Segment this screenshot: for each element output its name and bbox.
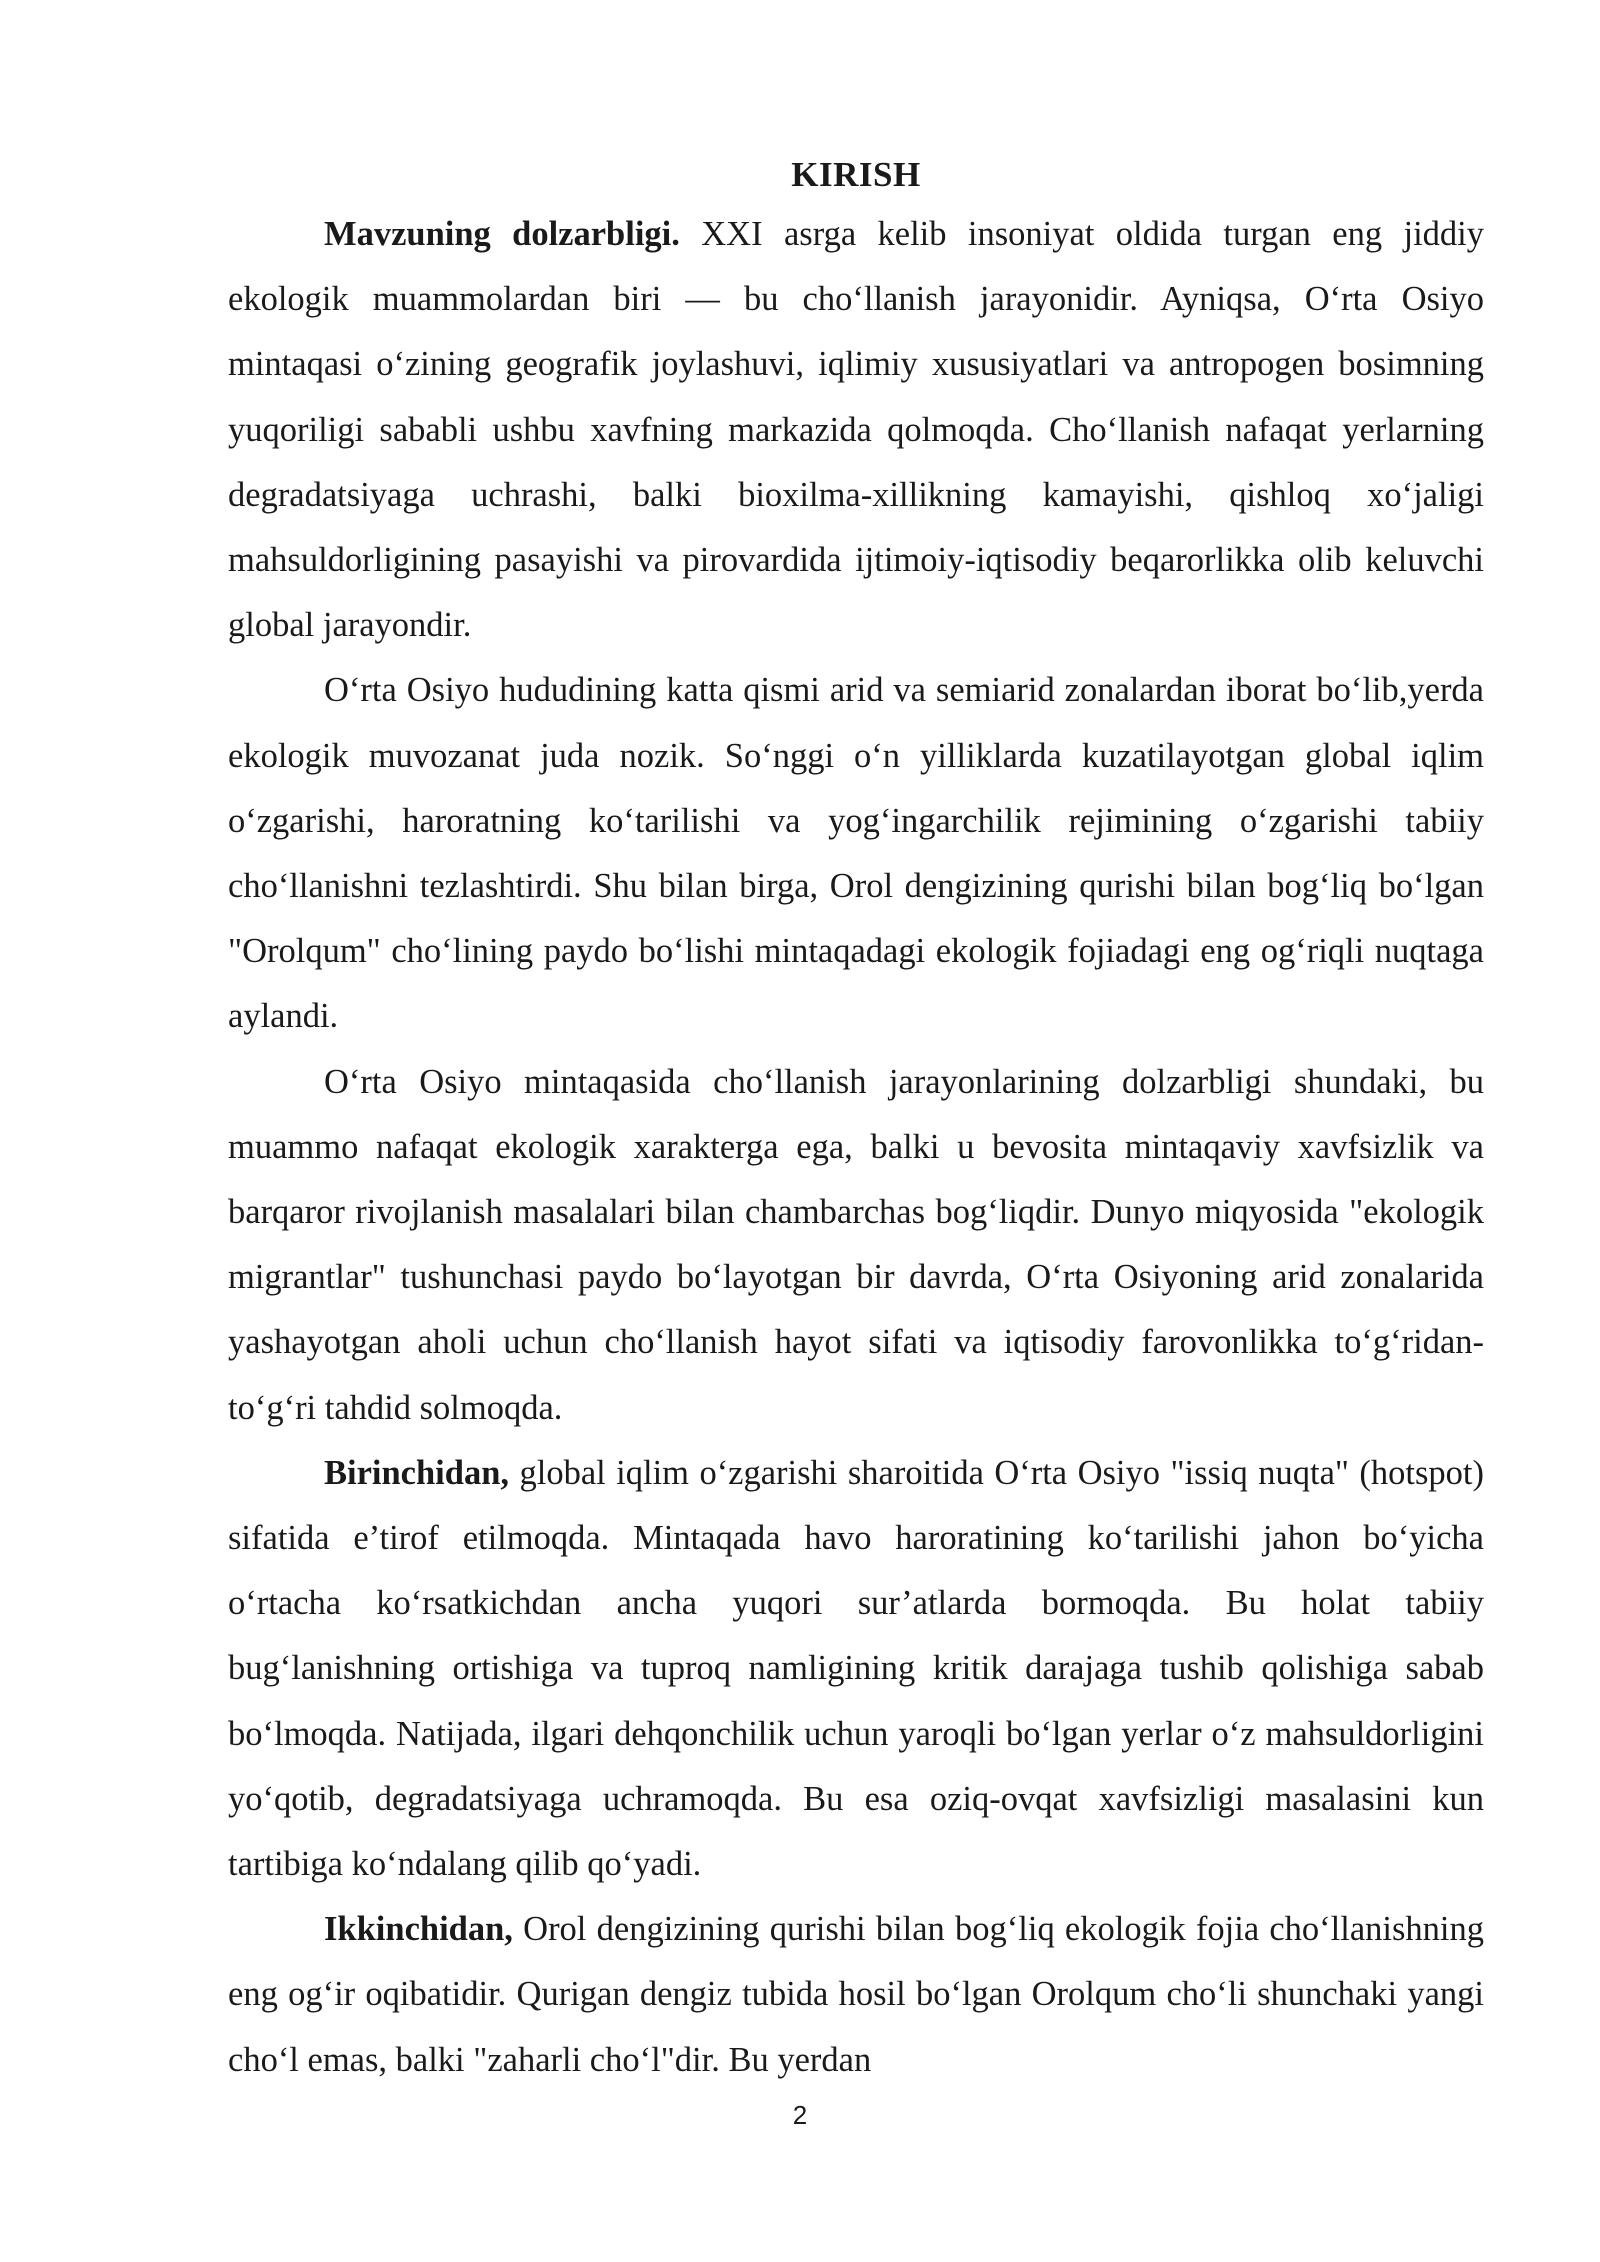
paragraph-relevance bbox=[228, 202, 1484, 658]
document-page bbox=[228, 148, 1484, 2093]
paragraph-text: XXI asrga kelib insoniyat oldida turgan eng jiddiy ekologik muammolardan biri — bu cho‘llanish jarayonidir. Ayniqsa, O‘rta Osiyo mintaqasi o‘zining geografik joylashuvi, iqlimiy xususiyatlari va antropogen bosimning yuqoriligi sababli ushbu xavfning markazida qolmoqda. Cho‘llanish nafaqat yerlarning degradatsiyaga uchrashi, balki bioxilma-xillikning kamayishi, qishloq xo‘jaligi mahsuldorligining pasayishi va pirovardida ijtimoiy-iqtisodiy beqarorlikka olib keluvchi global jarayondir. bbox=[228, 215, 1484, 645]
paragraph-text: O‘rta Osiyo hududining katta qismi arid va semiarid zonalardan iborat bo‘lib,yerda ekologik muvozanat juda nozik. So‘nggi o‘n yilliklarda kuzatilayotgan global iqlim o‘zgarishi, haroratning ko‘tarilishi va yog‘ingarchilik rejimining o‘zgarishi tabiiy cho‘llanishni tezlashtirdi. Shu bilan birga, Orol dengizining qurishi bilan bog‘liq bo‘lgan "Orolqum" cho‘lining paydo bo‘lishi mintaqadagi ekologik fojiadagi eng og‘riqli nuqtaga aylandi. bbox=[228, 671, 1484, 1036]
paragraph-text: Orol dengizining qurishi bilan bog‘liq ekologik fojia cho‘llanishning eng og‘ir oqibatidir. Qurigan dengiz tubida hosil bo‘lgan Orolqum cho‘li shunchaki yangi cho‘l emas, balki "zaharli cho‘l"dir. Bu yerdan bbox=[228, 1910, 1484, 2079]
paragraph-text: global iqlim o‘zgarishi sharoitida O‘rta Osiyo "issiq nuqta" (hotspot) sifatida e’tirof etilmoqda. Mintaqada havo haroratining ko‘tarilishi jahon bo‘yicha o‘rtacha ko‘rsatkichdan ancha yuqori sur’atlarda bormoqda. Bu holat tabiiy bug‘lanishning ortishiga va tuproq namligining kritik darajaga tushib qolishiga sabab bo‘lmoqda. Natijada, ilgari dehqonchilik uchun yaroqli bo‘lgan yerlar o‘z mahsuldorligini yo‘qotib, degradatsiyaga uchramoqda. Bu esa oziq-ovqat xavfsizligi masalasini kun tartibiga ko‘ndalang qilib qo‘yadi. bbox=[228, 1453, 1484, 1884]
page-number: 2 bbox=[792, 2100, 808, 2130]
paragraph-lead: Mavzuning dolzarbligi. bbox=[324, 215, 680, 253]
paragraph-secondly bbox=[228, 1897, 1484, 2093]
paragraph-lead: Birinchidan, bbox=[324, 1453, 510, 1492]
paragraph-firstly bbox=[228, 1441, 1484, 1897]
section-title: KIRISH bbox=[791, 155, 921, 194]
paragraph-regional-security bbox=[228, 1050, 1484, 1441]
paragraph-text: O‘rta Osiyo mintaqasida cho‘llanish jarayonlarining dolzarbligi shundaki, bu muammo nafaqat ekologik xarakterga ega, balki u bevosita mintaqaviy xavfsizlik va barqaror rivojlanish masalalari bilan chambarchas bog‘liqdir. Dunyo miqyosida "ekologik migrantlar" tushunchasi paydo bo‘layotgan bir davrda, O‘rta Osiyoning arid zonalarida yashayotgan aholi uchun cho‘llanish hayot sifati va iqtisodiy farovonlikka to‘g‘ridan-to‘g‘ri tahdid solmoqda. bbox=[228, 1062, 1484, 1427]
paragraph-arid-zones bbox=[228, 658, 1484, 1049]
paragraph-lead: Ikkinchidan, bbox=[324, 1910, 513, 1949]
